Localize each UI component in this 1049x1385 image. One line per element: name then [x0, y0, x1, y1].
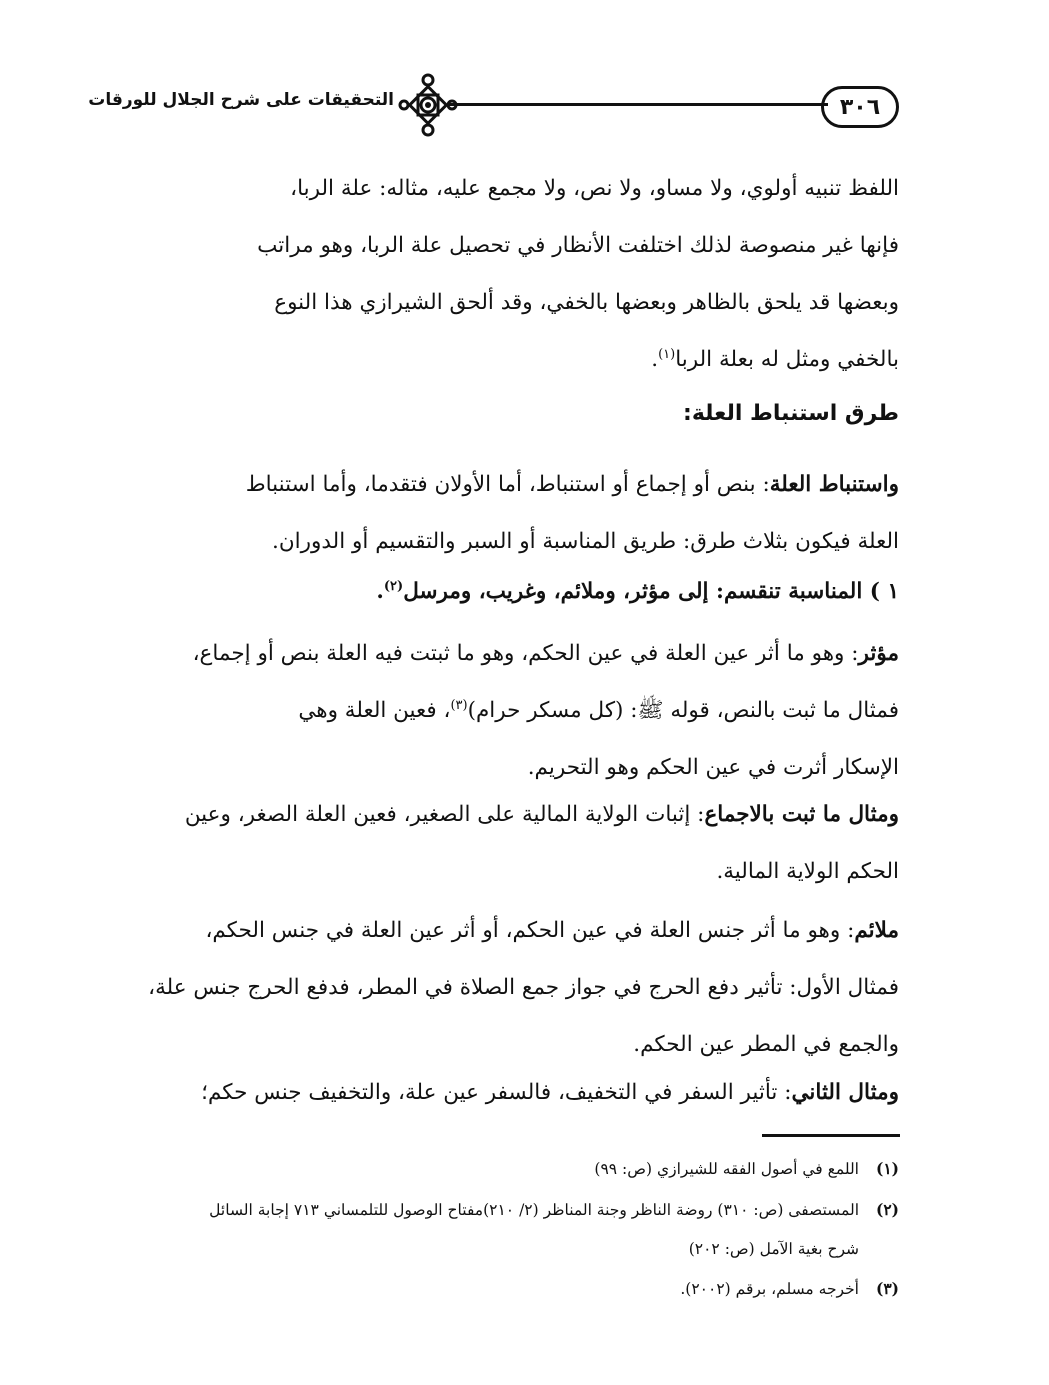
text-line: والجمع في المطر عين الحكم.	[633, 1032, 899, 1057]
bold-lead: ملائم	[854, 918, 899, 943]
text-line	[147, 625, 899, 682]
punctuation: .	[376, 579, 384, 604]
footnote-separator	[762, 1134, 900, 1137]
paragraph-6	[147, 1064, 899, 1121]
paragraph-2	[147, 456, 899, 570]
text-line	[147, 682, 899, 739]
section-heading: طرق استنباط العلة:	[683, 401, 899, 426]
footnote	[139, 1152, 899, 1186]
footnote-continuation: شرح بغية الآمل (ص: ٢٠٢)	[688, 1240, 859, 1258]
footnote-number: (٣)	[875, 1279, 899, 1298]
footnote-ref: (١)	[658, 346, 676, 362]
ornament-icon	[398, 70, 458, 140]
text-line	[147, 563, 899, 620]
text-line	[147, 1064, 899, 1121]
line-text: ١ ) المناسبة تنقسم: إلى مؤثر، وملائم، وغريب، ومرسل	[403, 579, 899, 604]
footnote-text: اللمع في أصول الفقه للشيرازي (ص: ٩٩)	[594, 1160, 859, 1178]
line-text: فمثال ما ثبت بالنص، قوله ﷺ: (كل مسكر حرام)	[467, 698, 899, 723]
footnote	[139, 1193, 899, 1227]
bold-lead: مؤثر	[858, 641, 899, 666]
footnote-ref: (٢)	[383, 578, 404, 594]
paragraph-1	[147, 160, 899, 388]
footnote-text: المستصفى (ص: ٣١٠) روضة الناظر وجنة المناظر (٢/ ٢١٠)مفتاح الوصول للتلمساني ٧١٣ إجابة السائل	[209, 1201, 859, 1219]
text-line	[147, 902, 899, 959]
paragraph-3	[147, 625, 899, 796]
line-text: : تأثير السفر في التخفيف، فالسفر عين علة، والتخفيف جنس حكم؛	[201, 1080, 792, 1105]
text-line: فإنها غير منصوصة لذلك اختلفت الأنظار في تحصيل علة الربا، وهو مراتب	[257, 233, 899, 258]
line-text: : وهو ما أثر عين العلة في عين الحكم، وهو ما ثبتت فيه العلة بنص أو إجماع،	[192, 641, 859, 666]
paragraph-5	[147, 902, 899, 1073]
text-line: الحكم الولاية المالية.	[716, 859, 899, 884]
bold-lead: ومثال الثاني	[791, 1080, 899, 1105]
line-text: ، فعين العلة وهي	[298, 698, 451, 723]
page-number	[821, 86, 899, 128]
footnote	[139, 1272, 899, 1306]
running-title: التحقيقات على شرح الجلال للورقات	[88, 90, 394, 110]
bold-lead: ومثال ما ثبت بالاجماع	[704, 802, 899, 827]
bold-lead: واستنباط العلة	[769, 472, 899, 497]
footnote-number: (٢)	[875, 1200, 899, 1219]
text-line	[147, 331, 899, 388]
text-line: العلة فيكون بثلاث طرق: طريق المناسبة أو السبر والتقسيم أو الدوران.	[272, 529, 899, 554]
footnote-ref: (٣)	[450, 697, 468, 713]
text-line: فمثال الأول: تأثير دفع الحرج في جواز جمع الصلاة في المطر، فدفع الحرج جنس علة،	[148, 975, 899, 1000]
page-number-text: ٣٠٦	[839, 94, 881, 120]
text-line	[147, 456, 899, 513]
text-line: وبعضها قد يلحق بالظاهر وبعضها بالخفي، وقد ألحق الشيرازي هذا النوع	[274, 290, 899, 315]
line-text: بالخفي ومثل له بعلة الربا	[675, 347, 899, 372]
text-line: الإسكار أثرت في عين الحكم وهو التحريم.	[527, 755, 899, 780]
list-item	[147, 563, 899, 620]
footnote-number: (١)	[875, 1159, 899, 1178]
paragraph-4	[147, 786, 899, 900]
text-line: اللفظ تنبيه أولوي، ولا مساو، ولا نص، ولا مجمع عليه، مثاله: علة الربا،	[290, 176, 899, 201]
text-line	[147, 786, 899, 843]
line-text: : بنص أو إجماع أو استنباط، أما الأولان فتقدما، وأما استنباط	[245, 472, 770, 497]
header-rule	[448, 103, 828, 106]
punctuation: .	[651, 347, 659, 372]
line-text: : وهو ما أثر جنس العلة في عين الحكم، أو أثر عين العلة في جنس الحكم،	[205, 918, 855, 943]
footnote-text: أخرجه مسلم، برقم (٢٠٠٢).	[680, 1280, 859, 1298]
line-text: : إثبات الولاية المالية على الصغير، فعين العلة الصغر، وعين	[184, 802, 705, 827]
